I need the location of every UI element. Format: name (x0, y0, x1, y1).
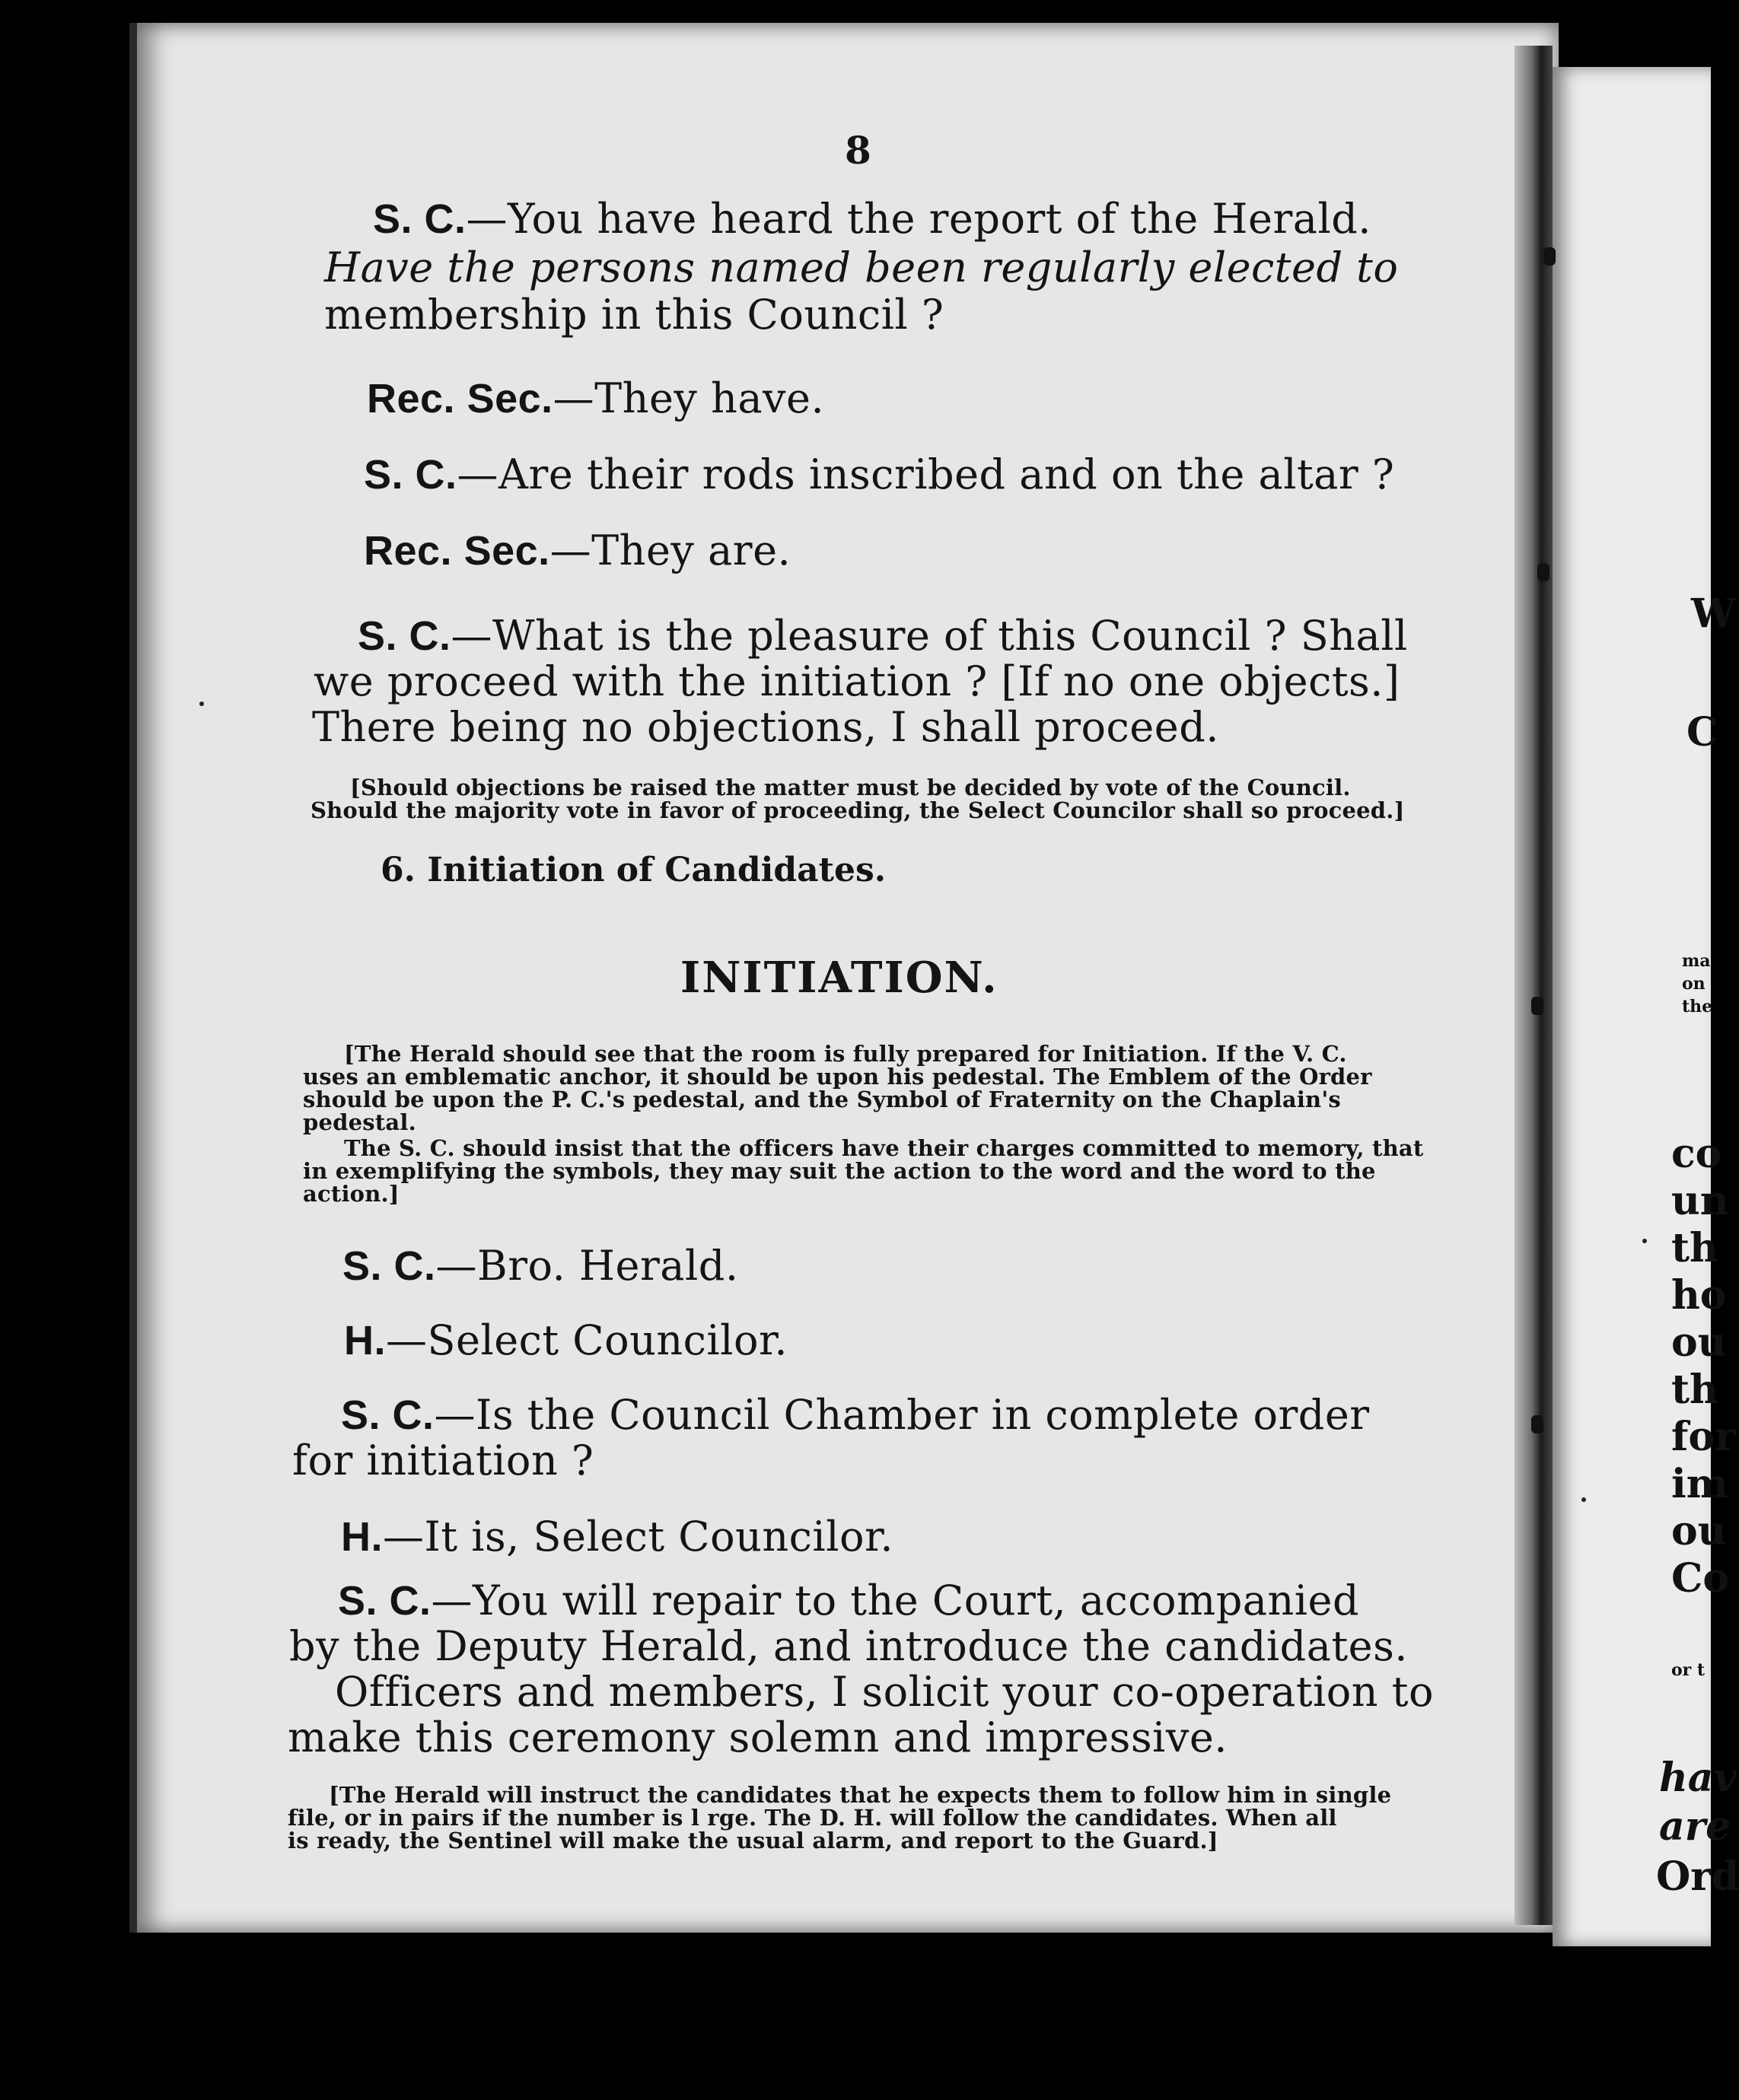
speaker-label: S. C. (364, 452, 457, 498)
dialogue-line (367, 376, 824, 422)
right-page-fragment: ho (1671, 1272, 1727, 1319)
editorial-note: in exemplifying the symbols, they may suit the action to the word and the word to the (303, 1158, 1376, 1184)
dialogue-text: —Is the Council Chamber in complete order (434, 1391, 1370, 1439)
right-page-fragment: are (1659, 1803, 1731, 1850)
dust-speck (1642, 1239, 1647, 1243)
editorial-note: Should the majority vote in favor of proceeding, the Select Councilor shall so proceed.] (311, 797, 1405, 823)
speaker-label: Rec. Sec. (367, 376, 553, 422)
dialogue-text: —They have. (553, 374, 825, 422)
dialogue-line: Have the persons named been regularly elected to (324, 243, 1399, 291)
speaker-label: S. C. (342, 1243, 436, 1289)
editorial-note: uses an emblematic anchor, it should be upon his pedestal. The Emblem of the Order (303, 1064, 1372, 1090)
dust-speck (199, 702, 204, 706)
right-page-fragment: Co (1671, 1555, 1730, 1602)
editorial-note: pedestal. (303, 1109, 416, 1135)
dialogue-text: —Select Councilor. (386, 1316, 788, 1364)
book-gutter (1514, 46, 1553, 1925)
dialogue-text: —Are their rods inscribed and on the altar ? (457, 450, 1395, 498)
right-page-fragment: im (1671, 1461, 1728, 1507)
dialogue-line (373, 196, 1371, 242)
editorial-note: [The Herald will instruct the candidates that he expects them to follow him in single (329, 1782, 1392, 1808)
editorial-note: The S. C. should insist that the officers have their charges committed to memory, that (344, 1135, 1424, 1161)
dialogue-line: membership in this Council ? (324, 291, 944, 339)
dialogue-text: —Bro. Herald. (435, 1242, 739, 1290)
right-page-fragment: on (1682, 974, 1706, 994)
dialogue-text: —What is the pleasure of this Council ? Shall (451, 612, 1408, 660)
right-page-fragment: C (1686, 709, 1718, 756)
dialogue-line: make this ceremony solemn and impressive. (288, 1713, 1228, 1761)
right-page-fragment: the (1682, 997, 1713, 1017)
dialogue-line: by the Deputy Herald, and introduce the candidates. (289, 1622, 1408, 1670)
right-page-fragment: W (1691, 590, 1736, 637)
dialogue-line: for initiation ? (292, 1437, 594, 1484)
editorial-note: is ready, the Sentinel will make the usual alarm, and report to the Guard.] (288, 1828, 1218, 1853)
binding-stitch (1531, 1415, 1543, 1433)
agenda-item: 6. Initiation of Candidates. (381, 851, 887, 889)
dialogue-line (338, 1578, 1359, 1624)
right-page-fragment: Ord (1656, 1853, 1739, 1900)
right-page-fragment: ou (1671, 1319, 1727, 1366)
dialogue-text: —It is, Select Councilor. (383, 1513, 894, 1561)
binding-stitch (1543, 247, 1556, 266)
editorial-note: [The Herald should see that the room is fully prepared for Initiation. If the V. C. (344, 1041, 1347, 1067)
dialogue-line (342, 1243, 738, 1289)
dialogue-line: There being no objections, I shall proceed. (312, 703, 1219, 751)
speaker-label: S. C. (341, 1392, 435, 1438)
right-page-fragment: ou (1671, 1508, 1727, 1554)
page-number: 8 (845, 128, 871, 173)
binding-stitch (1537, 563, 1549, 581)
right-page-fragment: th (1671, 1225, 1718, 1271)
dialogue-line (364, 528, 791, 574)
dialogue-line (341, 1514, 893, 1560)
dialogue-line (364, 452, 1394, 498)
dialogue-line (344, 1318, 788, 1363)
editorial-note: file, or in pairs if the number is l rge. The D. H. will follow the candidates. When all (288, 1805, 1337, 1831)
dialogue-text: —They are. (549, 527, 791, 574)
section-heading: INITIATION. (680, 953, 998, 1003)
editorial-note: [Should objections be raised the matter must be decided by vote of the Council. (350, 775, 1351, 800)
dialogue-text: —You have heard the report of the Herald. (466, 195, 1371, 243)
editorial-note: action.] (303, 1181, 400, 1207)
speaker-label: S. C. (358, 613, 451, 659)
binding-stitch (1531, 997, 1543, 1015)
dialogue-line (341, 1392, 1370, 1438)
editorial-note: should be upon the P. C.'s pedestal, and the Symbol of Fraternity on the Chaplain's (303, 1087, 1341, 1112)
speaker-label: S. C. (338, 1578, 432, 1624)
dialogue-text: —You will repair to the Court, accompanied (431, 1577, 1360, 1624)
right-page-fragment: un (1671, 1178, 1729, 1224)
speaker-label: H. (344, 1318, 386, 1363)
dialogue-line: Officers and members, I solicit your co-operation to (335, 1668, 1434, 1716)
right-page-fragment: or t (1671, 1660, 1706, 1680)
speaker-label: H. (341, 1514, 383, 1560)
dialogue-line (358, 613, 1408, 659)
right-page-fragment: ma (1682, 951, 1711, 971)
dialogue-line: we proceed with the initiation ? [If no one objects.] (314, 657, 1400, 705)
speaker-label: Rec. Sec. (364, 528, 550, 574)
right-page-fragment: th (1671, 1367, 1718, 1413)
right-page-fragment: co (1671, 1131, 1722, 1177)
right-page-fragment: for (1671, 1414, 1736, 1460)
dust-speck (1581, 1497, 1586, 1502)
right-page-fragment: hav (1659, 1755, 1737, 1801)
speaker-label: S. C. (373, 196, 467, 242)
